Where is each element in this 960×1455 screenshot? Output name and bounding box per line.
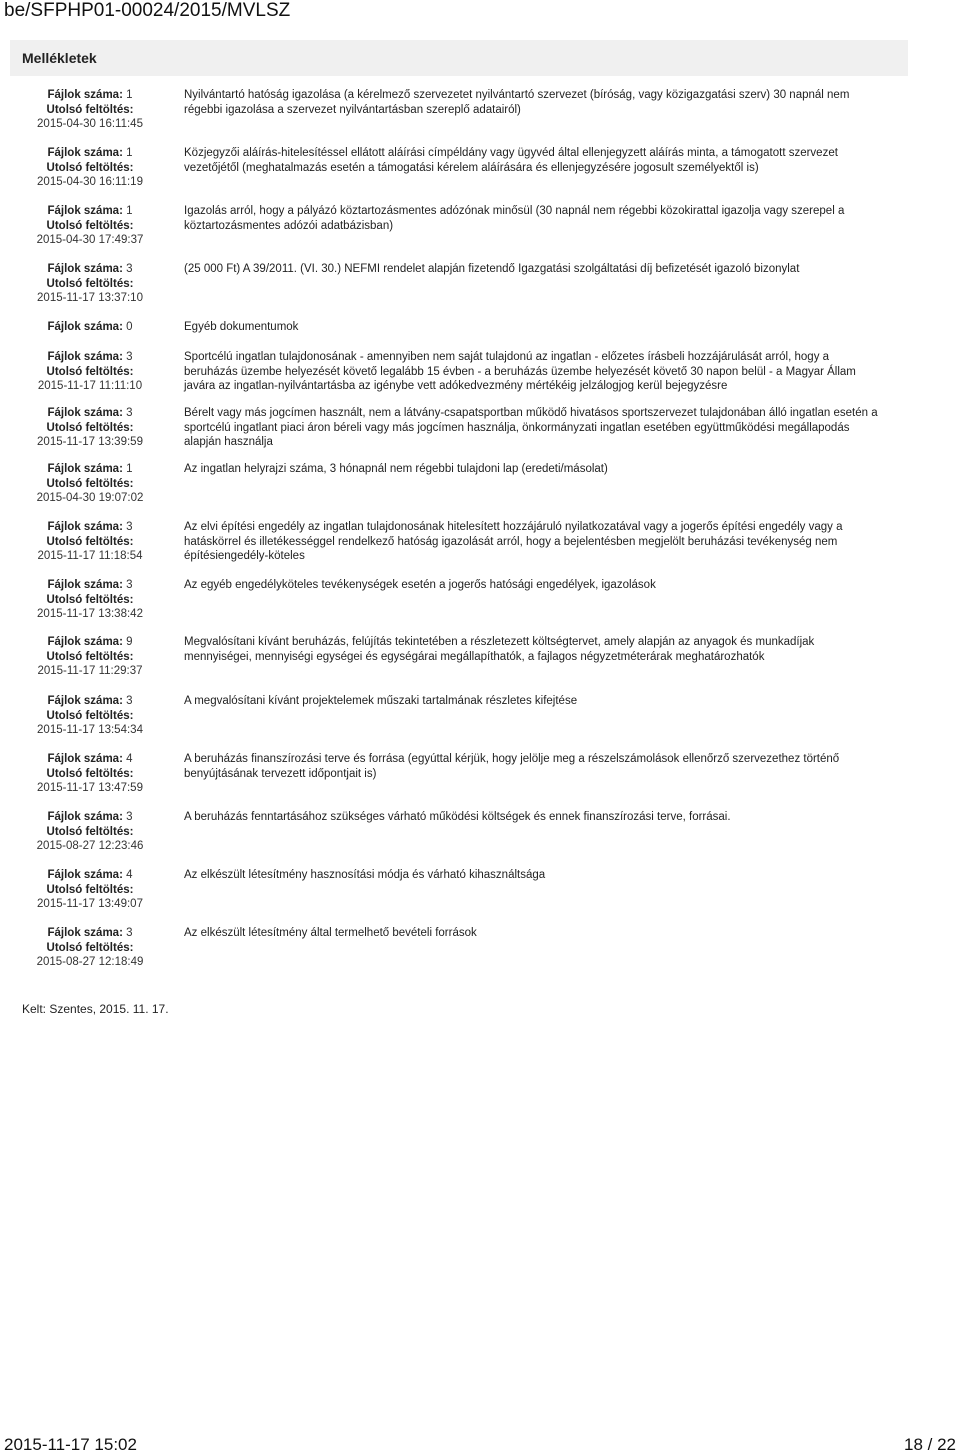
last-upload-value: 2015-08-27 12:18:49 [36,956,144,968]
attachment-description: Bérelt vagy más jogcímen használt, nem a látvány-csapatsportban működő hivatásos sportszervezet tulajdonában álló ingatlan esetén a sportcélú ingatlant piaci áron béreli vagy más jogcímen használja, önkormányzati ingatlan esetében együttműködési megállapodás alapján használja [184,407,878,448]
attachment-description: Az elkészült létesítmény által termelhető bevételi források [184,927,477,939]
files-count-value: 1 [126,89,133,101]
files-count-label: Fájlok száma: [47,869,123,881]
files-count-line [10,635,170,650]
last-upload-value: 2015-11-17 11:11:10 [37,380,143,392]
attachment-description: Megvalósítani kívánt beruházás, felújítás tekintetében a részletezett költségtervet, amely alapján az anyagok és munkadíjak mennyiségei, mennyiségi egységei és egységárai megállapíthatók, a fajlagos négyzetméterárak meghatározhatók [184,636,815,663]
files-count-line [10,262,170,277]
files-count-label: Fájlok száma: [47,811,123,823]
files-count-line [10,406,170,421]
attachment-meta [10,320,170,335]
last-upload-value: 2015-08-27 12:23:46 [36,840,144,852]
last-upload-label: Utolsó feltöltés: [46,535,134,548]
files-count-label: Fájlok száma: [47,579,123,591]
last-upload-label: Utolsó feltöltés: [46,883,134,896]
attachment-meta [10,146,170,190]
section-title: Mellékletek [22,50,97,66]
attachment-description: A beruházás finanszírozási terve és forrása (egyúttal kérjük, hogy jelölje meg a részelszámolások ellenőrző szervezethez történő benyújtásának tervezett időpontjait is) [184,753,840,780]
files-count-value: 3 [126,811,133,823]
files-count-line [10,868,170,883]
attachment-meta [10,204,170,248]
last-upload-value: 2015-04-30 19:07:02 [36,492,144,504]
last-upload-value: 2015-11-17 13:38:42 [37,608,143,620]
files-count-label: Fájlok száma: [47,463,123,475]
last-upload-label: Utolsó feltöltés: [46,103,134,116]
signature-date-place: Kelt: Szentes, 2015. 11. 17. [22,1002,169,1016]
attachment-meta [10,406,170,450]
files-count-line [10,810,170,825]
files-count-label: Fájlok száma: [47,89,123,101]
attachment-description: Közjegyzői aláírás-hitelesítéssel ellátott aláírási címpéldány vagy ügyvéd által ellenjegyzett aláírás minta, a támogatott szervezet vezetőjétől (meghatalmazás esetén a támogatási kérelem aláírására és ellenjegyzésére jogosult személyektől is) [184,147,838,174]
files-count-label: Fájlok száma: [47,695,123,707]
last-upload-label: Utolsó feltöltés: [46,650,134,663]
last-upload-label: Utolsó feltöltés: [46,477,134,490]
files-count-line [10,520,170,535]
last-upload-label: Utolsó feltöltés: [46,941,134,954]
document-id-header: be/SFPHP01-00024/2015/MVLSZ [4,0,291,21]
last-upload-label: Utolsó feltöltés: [46,161,134,174]
attachment-meta [10,462,170,506]
last-upload-value: 2015-11-17 11:18:54 [37,550,143,562]
attachment-meta [10,868,170,912]
footer-page-number: 18 / 22 [904,1435,956,1454]
attachment-description: Az ingatlan helyrajzi száma, 3 hónapnál nem régebbi tulajdoni lap (eredeti/másolat) [184,463,608,475]
attachment-description: Igazolás arról, hogy a pályázó köztartozásmentes adózónak minősül (30 napnál nem régebbi közokirattal igazolja vagy szerepel a köztartozásmentes adózói adatbázisban) [184,205,845,232]
files-count-line [10,926,170,941]
attachment-description: Az elkészült létesítmény hasznosítási módja és várható kihasználtsága [184,869,546,881]
attachment-description: (25 000 Ft) A 39/2011. (VI. 30.) NEFMI rendelet alapján fizetendő Igazgatási szolgáltatási díj befizetését igazoló bizonylat [184,263,800,275]
files-count-label: Fájlok száma: [47,263,123,275]
attachment-meta [10,752,170,796]
attachment-meta [10,810,170,854]
last-upload-label: Utolsó feltöltés: [46,825,134,838]
files-count-label: Fájlok száma: [47,521,123,533]
files-count-label: Fájlok száma: [47,636,123,648]
last-upload-label: Utolsó feltöltés: [46,709,134,722]
files-count-value: 0 [126,321,133,333]
files-count-label: Fájlok száma: [47,927,123,939]
last-upload-value: 2015-04-30 17:49:37 [36,234,144,246]
last-upload-value: 2015-04-30 16:11:19 [37,176,143,188]
files-count-line [10,462,170,477]
files-count-value: 3 [126,407,133,419]
files-count-label: Fájlok száma: [47,321,123,333]
files-count-value: 3 [126,351,133,363]
files-count-label: Fájlok száma: [47,205,123,217]
files-count-label: Fájlok száma: [47,351,123,363]
files-count-line [10,204,170,219]
footer-timestamp: 2015-11-17 15:02 [4,1435,137,1454]
files-count-value: 3 [126,927,133,939]
last-upload-label: Utolsó feltöltés: [46,767,134,780]
attachment-meta [10,635,170,679]
attachment-description: Egyéb dokumentumok [184,321,299,333]
files-count-line [10,320,170,335]
files-count-line [10,88,170,103]
files-count-value: 1 [126,147,133,159]
last-upload-value: 2015-11-17 13:37:10 [37,292,143,304]
files-count-line [10,146,170,161]
files-count-value: 3 [126,521,133,533]
attachment-description: Az egyéb engedélyköteles tevékenységek esetén a jogerős hatósági engedélyek, igazolások [184,579,656,591]
files-count-line [10,752,170,767]
files-count-value: 1 [126,205,133,217]
attachment-meta [10,694,170,738]
last-upload-value: 2015-11-17 13:54:34 [37,724,143,736]
files-count-label: Fájlok száma: [47,753,123,765]
last-upload-label: Utolsó feltöltés: [46,593,134,606]
files-count-label: Fájlok száma: [47,147,123,159]
files-count-value: 4 [126,869,133,881]
last-upload-label: Utolsó feltöltés: [46,277,134,290]
files-count-value: 9 [126,636,133,648]
attachment-meta [10,578,170,622]
last-upload-value: 2015-04-30 16:11:45 [37,118,143,130]
last-upload-value: 2015-11-17 13:47:59 [37,782,143,794]
files-count-line [10,350,170,365]
files-count-line [10,578,170,593]
attachment-description: Nyilvántartó hatóság igazolása (a kérelmező szervezetet nyilvántartó szervezet (bíróság, vagy közigazgatási szerv) 30 napnál nem régebbi igazolása a szervezet nyilvántartásban szereplő adatairól) [184,89,850,116]
files-count-value: 3 [126,695,133,707]
last-upload-value: 2015-11-17 13:39:59 [37,436,143,448]
files-count-value: 3 [126,263,133,275]
attachment-description: A megvalósítani kívánt projektelemek műszaki tartalmának részletes kifejtése [184,695,578,707]
attachment-meta [10,926,170,970]
attachments-section-header [10,40,908,76]
last-upload-label: Utolsó feltöltés: [46,365,134,378]
attachment-description: Sportcélú ingatlan tulajdonosának - amennyiben nem saját tulajdonú az ingatlan - előzetes írásbeli hozzájárulását arról, hogy a beruházás üzembe helyezését követő legalább 15 évben - a beruházás üzembe helyezését követő 30 napon belül - a Magyar Állam javára az ingatlan-nyilvántartásba az igénybe vett adókedvezmény mértékéig jelzálogjog kerül bejegyzésre [184,351,856,392]
files-count-value: 4 [126,753,133,765]
attachment-meta [10,520,170,564]
files-count-value: 1 [126,463,133,475]
attachment-meta [10,88,170,132]
attachment-meta [10,262,170,306]
files-count-label: Fájlok száma: [47,407,123,419]
files-count-value: 3 [126,579,133,591]
attachment-description: A beruházás fenntartásához szükséges várható működési költségek és ennek finanszírozási terve, forrásai. [184,811,731,823]
attachment-description: Az elvi építési engedély az ingatlan tulajdonosának hitelesített hozzájáruló nyilatkozatával vagy a jogerős építési engedély vagy a hatáskörrel és illetékességgel rendelkező hatóság igazolását arról, hogy a bejelentésben megjelölt beruházási tevékenység nem építésiengedély-köteles [184,521,843,562]
attachment-meta [10,350,170,394]
files-count-line [10,694,170,709]
last-upload-label: Utolsó feltöltés: [46,219,134,232]
last-upload-label: Utolsó feltöltés: [46,421,134,434]
last-upload-value: 2015-11-17 11:29:37 [37,665,143,677]
last-upload-value: 2015-11-17 13:49:07 [37,898,143,910]
